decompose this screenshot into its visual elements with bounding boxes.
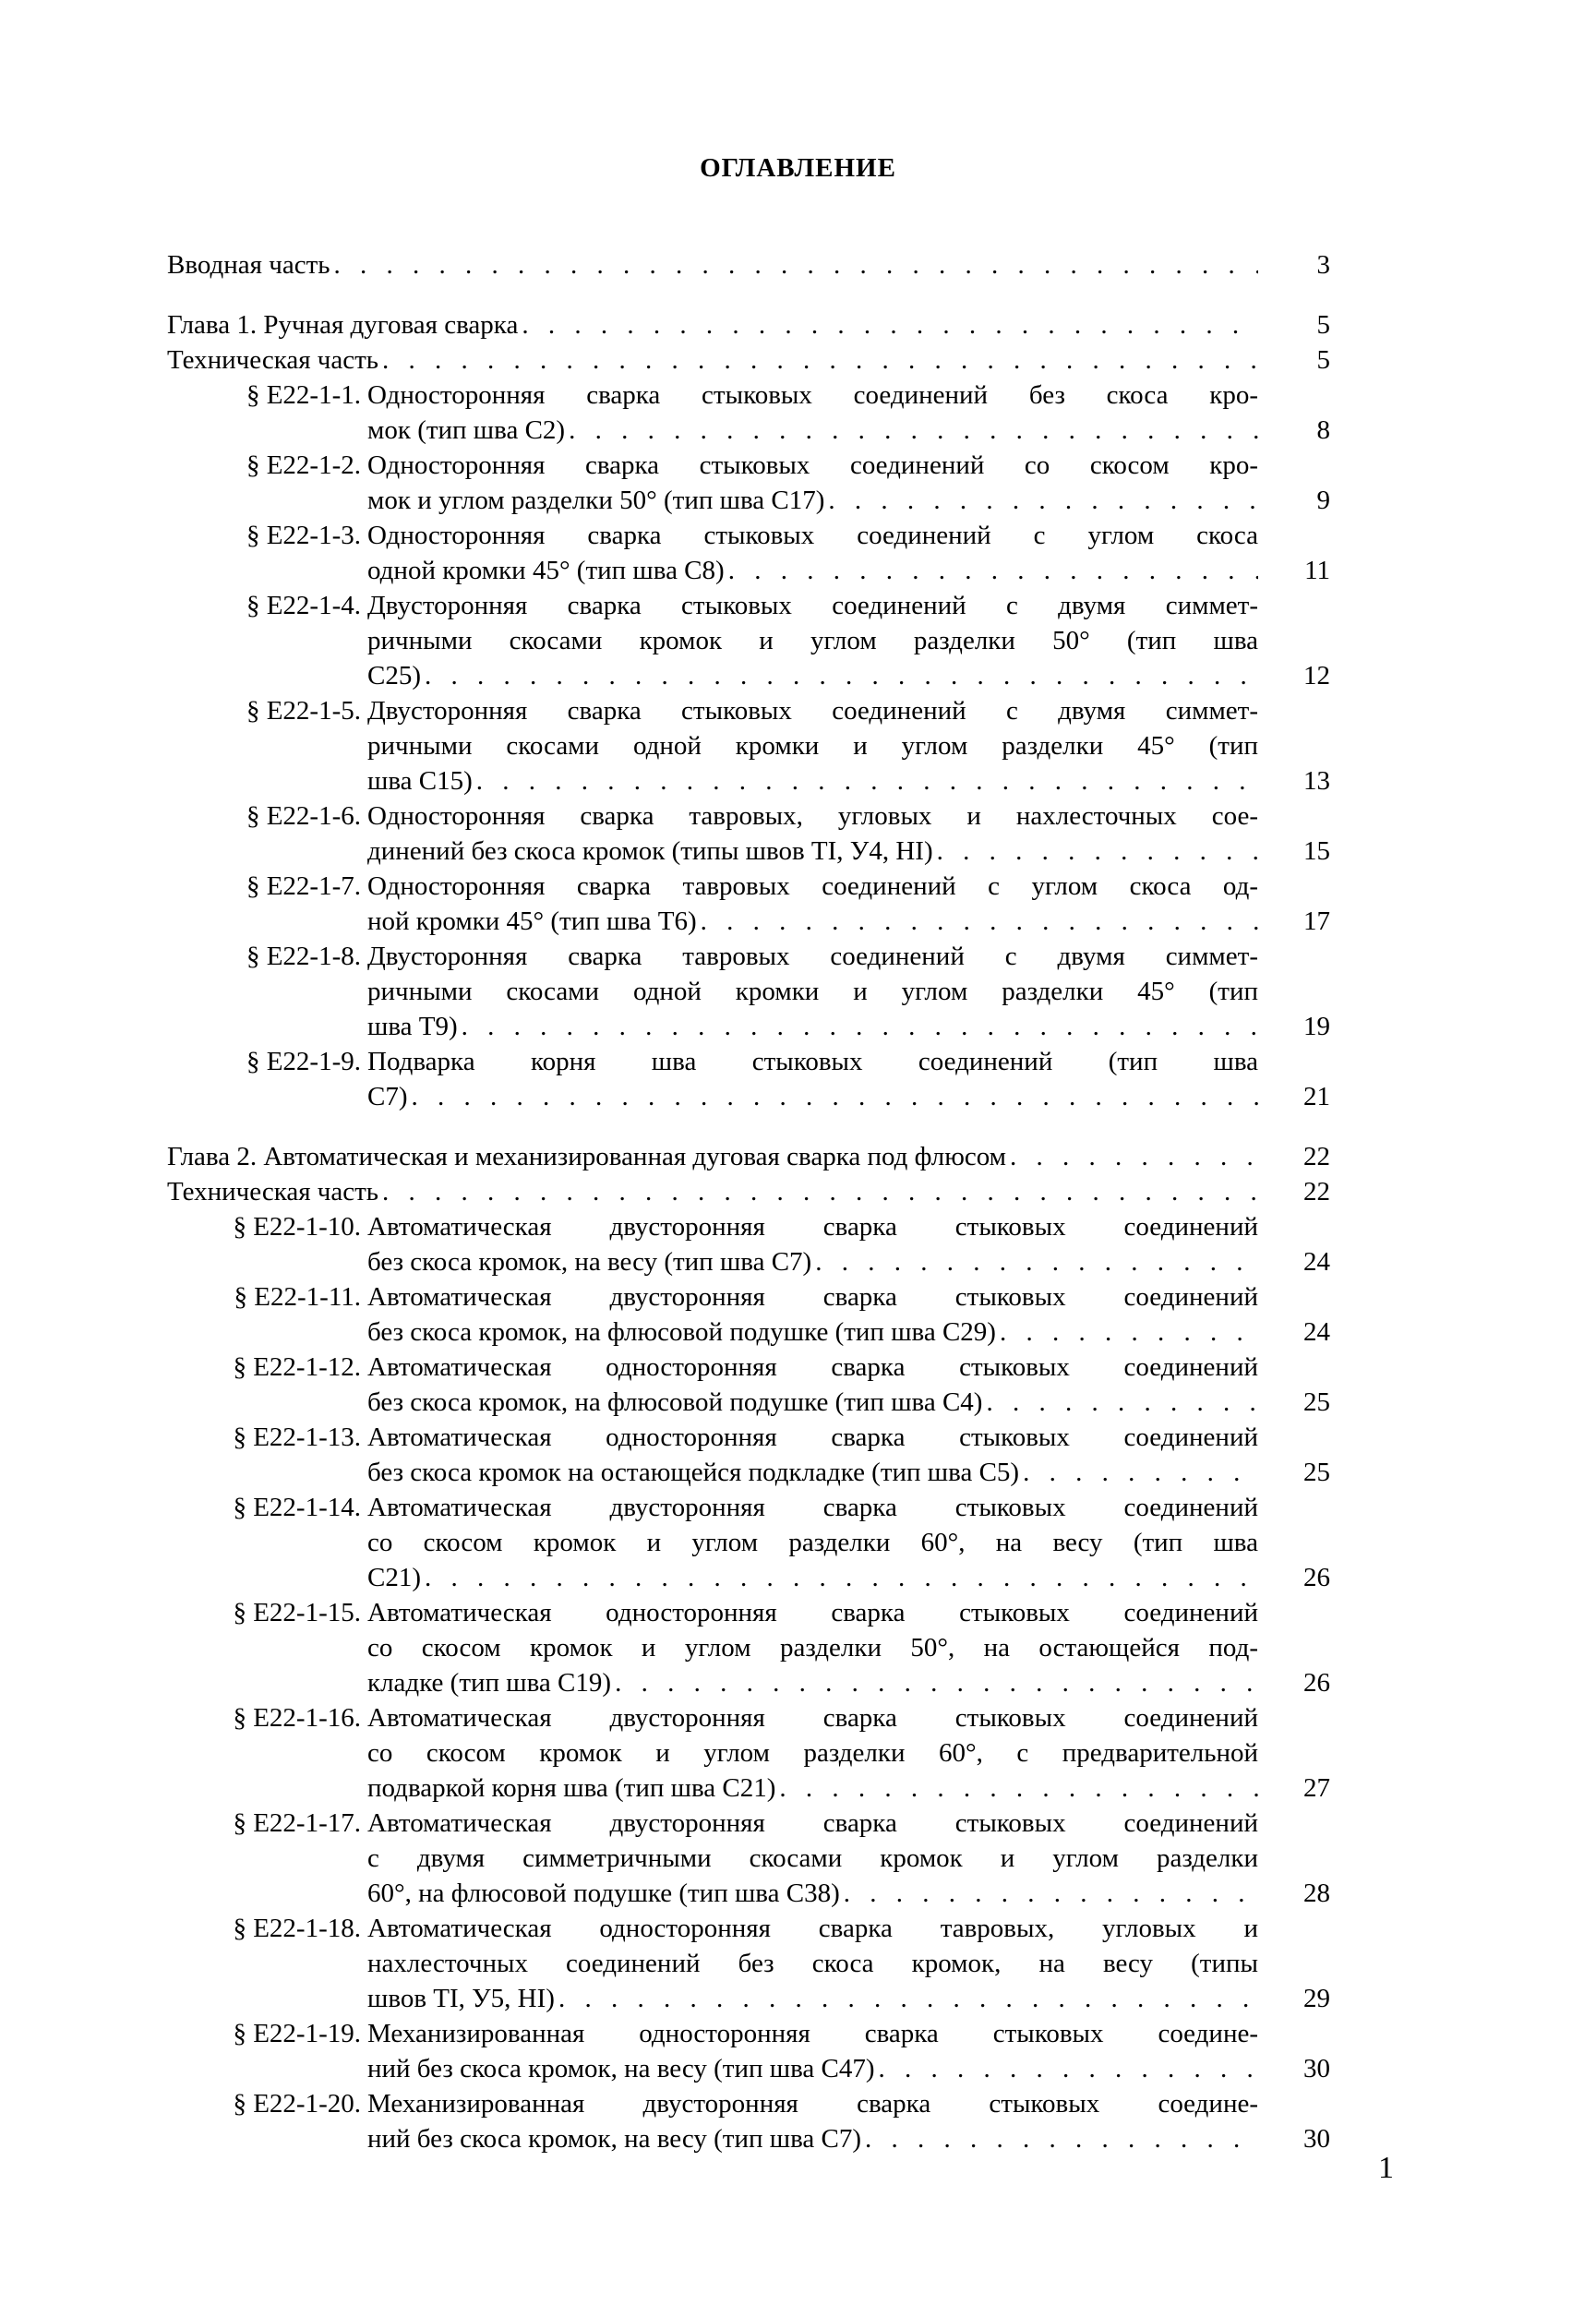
- toc-section-number: § Е22-1-2.: [246, 450, 361, 480]
- dot-leader: [824, 483, 1258, 518]
- toc-section-number: § Е22-1-18.: [233, 1914, 361, 1943]
- toc-section-number: § Е22-1-3.: [246, 521, 361, 550]
- toc-entry-title: Глава 2. Автоматическая и механизированная дуговая сварка под флюсом: [167, 1142, 1007, 1171]
- toc-section-text: [367, 869, 1258, 939]
- dot-leader: [725, 553, 1258, 588]
- toc-line-text: мок (тип шва С2): [367, 415, 566, 445]
- page-title: ОГЛАВЛЕНИЕ: [700, 153, 896, 183]
- dot-leader: [408, 1079, 1259, 1114]
- toc-line-text: одной кромки 45° (тип шва С8): [367, 556, 725, 585]
- toc-line-text: Автоматическая односторонняя сварка стыковых соединений: [367, 1423, 1258, 1452]
- toc-section-line: [367, 518, 1258, 553]
- toc-entry-leader: [367, 1560, 1258, 1595]
- toc-section-entry[interactable]: [167, 1806, 1330, 1911]
- dot-leader: [875, 2051, 1258, 2086]
- toc-entry-leader: [167, 1139, 1258, 1174]
- toc-chapter-entry[interactable]: [167, 1139, 1330, 1174]
- toc-spacer: [167, 282, 1330, 307]
- toc-entry-leader: [367, 904, 1258, 939]
- toc-section-number: § Е22-1-16.: [233, 1703, 361, 1733]
- toc-entry-page: 24: [1303, 1317, 1330, 1347]
- toc-line-text: без скоса кромок, на весу (тип шва С7): [367, 1247, 812, 1277]
- toc-section-line: [367, 483, 1258, 518]
- toc-section-number: § Е22-1-5.: [246, 696, 361, 726]
- toc-section-number: § Е22-1-6.: [246, 801, 361, 831]
- toc-line-text: С21): [367, 1563, 421, 1592]
- toc-line-text: Автоматическая односторонняя сварка стыковых соединений: [367, 1598, 1258, 1627]
- toc-section-line: [367, 1079, 1258, 1114]
- dot-leader: [811, 1244, 1258, 1279]
- toc-section-entry[interactable]: [167, 1350, 1330, 1420]
- toc-line-text: без скоса кромок, на флюсовой подушке (тип шва С4): [367, 1387, 983, 1417]
- dot-leader: [458, 1009, 1258, 1044]
- toc-line-text: с двумя симметричными скосами кромок и углом разделки: [367, 1843, 1258, 1873]
- toc-section-line: [367, 939, 1258, 974]
- toc-entry-leader: [367, 2121, 1258, 2156]
- toc-entry-title: Техническая часть: [167, 1177, 379, 1207]
- toc-section-text: [367, 2086, 1258, 2156]
- toc-entry-leader: [367, 553, 1258, 588]
- toc-line-text: Односторонняя сварка тавровых, угловых и нахлесточных сое-: [367, 801, 1258, 831]
- toc-line-text: Односторонняя сварка тавровых соединений с углом скоса од-: [367, 871, 1258, 901]
- toc-section-number: § Е22-1-4.: [246, 591, 361, 620]
- toc-entry-page: 17: [1303, 906, 1330, 936]
- toc-entry-page: 9: [1316, 486, 1330, 515]
- toc-section-line: [367, 658, 1258, 693]
- toc-section-line: [367, 1279, 1258, 1315]
- toc-section-text: [367, 1700, 1258, 1806]
- dot-leader: [421, 1560, 1258, 1595]
- toc-section-entry[interactable]: [167, 1420, 1330, 1490]
- toc-section-line: [367, 1350, 1258, 1385]
- toc-line-text: Подварка корня шва стыковых соединений (тип шва: [367, 1047, 1258, 1076]
- toc-section-number: § Е22-1-14.: [233, 1493, 361, 1522]
- toc-section-entry[interactable]: [167, 939, 1330, 1044]
- toc-section-text: [367, 1209, 1258, 1279]
- toc-line-text: Двусторонняя сварка тавровых соединений с двумя симмет-: [367, 942, 1258, 971]
- toc-section-text: [367, 798, 1258, 869]
- toc-section-text: [367, 588, 1258, 693]
- toc-chapter-entry[interactable]: [167, 307, 1330, 342]
- toc-section-line: [367, 1911, 1258, 1946]
- toc-section-entry[interactable]: [167, 798, 1330, 869]
- toc-section-entry[interactable]: [167, 448, 1330, 518]
- toc-section-text: [367, 1595, 1258, 1700]
- toc-line-text: Механизированная двусторонняя сварка стыковых соедине-: [367, 2089, 1258, 2119]
- toc-section-number: § Е22-1-11.: [234, 1282, 361, 1312]
- toc-section-text: [367, 693, 1258, 798]
- toc-section-line: [367, 1735, 1258, 1771]
- toc-section-line: [367, 869, 1258, 904]
- toc-section-entry[interactable]: [167, 1279, 1330, 1350]
- toc-entry-page: 15: [1303, 836, 1330, 866]
- toc-line-text: Односторонняя сварка стыковых соединений с углом скоса: [367, 521, 1258, 550]
- toc-entry-leader: [367, 1009, 1258, 1044]
- toc-line-text: шва С15): [367, 766, 473, 796]
- toc-spacer: [167, 1114, 1330, 1139]
- toc-section-line: [367, 1209, 1258, 1244]
- toc-section-number: § Е22-1-8.: [246, 942, 361, 971]
- toc-section-entry[interactable]: [167, 1490, 1330, 1595]
- dot-leader: [611, 1665, 1258, 1700]
- toc-section-line: [367, 763, 1258, 798]
- toc-line-text: Односторонняя сварка стыковых соединений со скосом кро-: [367, 450, 1258, 480]
- toc-section-number: § Е22-1-13.: [233, 1423, 361, 1452]
- toc-entry-page: 12: [1303, 661, 1330, 690]
- toc-section-number: § Е22-1-15.: [233, 1598, 361, 1627]
- toc-line-text: Двусторонняя сварка стыковых соединений с двумя симмет-: [367, 696, 1258, 726]
- toc-entry-leader: [367, 1244, 1258, 1279]
- toc-entry-leader: [367, 763, 1258, 798]
- toc-section-line: [367, 1560, 1258, 1595]
- toc-entry-leader: [367, 1665, 1258, 1700]
- toc-section-line: [367, 834, 1258, 869]
- toc-line-text: Автоматическая односторонняя сварка стыковых соединений: [367, 1352, 1258, 1382]
- toc-entry-leader: [367, 1385, 1258, 1420]
- toc-entry-page: 24: [1303, 1247, 1330, 1277]
- toc-entry-page: 8: [1316, 415, 1330, 445]
- toc-entry-leader: [167, 307, 1258, 342]
- toc-section-line: [367, 1665, 1258, 1700]
- toc-line-text: без скоса кромок, на флюсовой подушке (тип шва С29): [367, 1317, 996, 1347]
- toc-line-text: со скосом кромок и углом разделки 60°, на весу (тип шва: [367, 1528, 1258, 1557]
- toc-line-text: шва Т9): [367, 1012, 458, 1041]
- toc-section-entry[interactable]: [167, 1595, 1330, 1700]
- toc-section-line: [367, 1525, 1258, 1560]
- toc-section-line: [367, 1315, 1258, 1350]
- dot-leader: [982, 1385, 1258, 1420]
- dot-leader: [1006, 1139, 1258, 1174]
- toc-entry-page: 3: [1316, 250, 1330, 280]
- dot-leader: [775, 1771, 1258, 1806]
- toc-section-text: [367, 1420, 1258, 1490]
- toc-section-text: [367, 1490, 1258, 1595]
- toc-line-text: нахлесточных соединений без скоса кромок, на весу (типы: [367, 1949, 1258, 1978]
- dot-leader: [697, 904, 1258, 939]
- toc-section-line: [367, 1420, 1258, 1455]
- toc-section-line: [367, 1244, 1258, 1279]
- toc-section-entry[interactable]: [167, 693, 1330, 798]
- toc-entry-title: Техническая часть: [167, 345, 379, 375]
- toc-section-line: [367, 1981, 1258, 2016]
- page-number: 1: [1378, 2151, 1394, 2185]
- table-of-contents: [167, 247, 1330, 2156]
- toc-section-line: [367, 1385, 1258, 1420]
- dot-leader: [861, 2121, 1258, 2156]
- toc-line-text: ричными скосами одной кромки и углом разделки 45° (тип: [367, 977, 1258, 1006]
- toc-line-text: С7): [367, 1082, 408, 1111]
- dot-leader: [473, 763, 1258, 798]
- toc-line-text: Односторонняя сварка стыковых соединений без скоса кро-: [367, 380, 1258, 410]
- toc-entry-leader: [367, 483, 1258, 518]
- toc-section-line: [367, 378, 1258, 413]
- toc-section-entry[interactable]: [167, 378, 1330, 448]
- toc-section-line: [367, 2086, 1258, 2121]
- toc-section-line: [367, 448, 1258, 483]
- toc-entry-leader: [367, 658, 1258, 693]
- toc-line-text: Автоматическая односторонняя сварка тавровых, угловых и: [367, 1914, 1258, 1943]
- toc-line-text: С25): [367, 661, 421, 690]
- toc-section-line: [367, 693, 1258, 728]
- dot-leader: [378, 342, 1258, 378]
- toc-section-entry[interactable]: [167, 2016, 1330, 2086]
- toc-section-line: [367, 1876, 1258, 1911]
- dot-leader: [933, 834, 1258, 869]
- toc-chapter-entry[interactable]: [167, 247, 1330, 282]
- toc-section-text: [367, 518, 1258, 588]
- toc-line-text: Двусторонняя сварка стыковых соединений с двумя симмет-: [367, 591, 1258, 620]
- toc-line-text: Автоматическая двусторонняя сварка стыковых соединений: [367, 1282, 1258, 1312]
- toc-section-line: [367, 1044, 1258, 1079]
- toc-entry-page: 30: [1303, 2054, 1330, 2083]
- toc-line-text: мок и углом разделки 50° (тип шва С17): [367, 486, 825, 515]
- toc-section-entry[interactable]: [167, 1700, 1330, 1806]
- toc-entry-page: 26: [1303, 1563, 1330, 1592]
- toc-section-number: § Е22-1-7.: [246, 871, 361, 901]
- toc-entry-page: 22: [1303, 1142, 1330, 1171]
- toc-chapter-entry[interactable]: [167, 342, 1330, 378]
- toc-section-line: [367, 904, 1258, 939]
- toc-line-text: ной кромки 45° (тип шва Т6): [367, 906, 697, 936]
- toc-entry-page: 28: [1303, 1879, 1330, 1908]
- toc-section-line: [367, 798, 1258, 834]
- toc-entry-page: 25: [1303, 1387, 1330, 1417]
- toc-section-text: [367, 378, 1258, 448]
- toc-section-number: § Е22-1-9.: [246, 1047, 361, 1076]
- toc-section-text: [367, 1350, 1258, 1420]
- dot-leader: [330, 247, 1258, 282]
- toc-entry-leader: [367, 413, 1258, 448]
- toc-entry-leader: [367, 1771, 1258, 1806]
- toc-section-line: [367, 623, 1258, 658]
- toc-line-text: ричными скосами одной кромки и углом разделки 45° (тип: [367, 731, 1258, 761]
- toc-section-entry[interactable]: [167, 2086, 1330, 2156]
- toc-entry-leader: [367, 1981, 1258, 2016]
- toc-section-text: [367, 1279, 1258, 1350]
- toc-section-text: [367, 448, 1258, 518]
- toc-section-entry[interactable]: [167, 518, 1330, 588]
- toc-section-line: [367, 1490, 1258, 1525]
- toc-line-text: кладке (тип шва С19): [367, 1668, 612, 1698]
- toc-entry-leader: [367, 1315, 1258, 1350]
- toc-section-text: [367, 1806, 1258, 1911]
- toc-entry-page: 5: [1316, 310, 1330, 340]
- toc-section-line: [367, 553, 1258, 588]
- toc-section-text: [367, 2016, 1258, 2086]
- toc-entry-leader: [167, 342, 1258, 378]
- toc-entry-page: 26: [1303, 1668, 1330, 1698]
- toc-entry-page: 19: [1303, 1012, 1330, 1041]
- toc-line-text: 60°, на флюсовой подушке (тип шва С38): [367, 1879, 840, 1908]
- toc-entry-title: Вводная часть: [167, 250, 330, 280]
- toc-section-line: [367, 2016, 1258, 2051]
- toc-entry-page: 5: [1316, 345, 1330, 375]
- toc-section-text: [367, 939, 1258, 1044]
- toc-section-line: [367, 2121, 1258, 2156]
- toc-entry-leader: [367, 1876, 1258, 1911]
- toc-section-line: [367, 974, 1258, 1009]
- toc-section-line: [367, 2051, 1258, 2086]
- toc-chapter-entry[interactable]: [167, 1174, 1330, 1209]
- toc-section-line: [367, 1455, 1258, 1490]
- toc-line-text: Механизированная односторонняя сварка стыковых соедине-: [367, 2019, 1258, 2048]
- dot-leader: [555, 1981, 1258, 2016]
- toc-section-number: § Е22-1-12.: [233, 1352, 361, 1382]
- toc-entry-leader: [367, 1455, 1258, 1490]
- toc-entry-page: 13: [1303, 766, 1330, 796]
- toc-section-entry[interactable]: [167, 869, 1330, 939]
- toc-section-line: [367, 1595, 1258, 1630]
- toc-entry-page: 25: [1303, 1458, 1330, 1487]
- toc-section-entry[interactable]: [167, 1209, 1330, 1279]
- toc-section-line: [367, 1841, 1258, 1876]
- toc-entry-leader: [367, 1079, 1258, 1114]
- toc-entry-leader: [167, 247, 1258, 282]
- dot-leader: [996, 1315, 1258, 1350]
- toc-section-line: [367, 413, 1258, 448]
- toc-line-text: ричными скосами кромок и углом разделки 50° (тип шва: [367, 626, 1258, 655]
- toc-entry-leader: [367, 834, 1258, 869]
- toc-section-line: [367, 1630, 1258, 1665]
- dot-leader: [378, 1174, 1258, 1209]
- toc-entry-page: 22: [1303, 1177, 1330, 1207]
- toc-section-number: § Е22-1-10.: [233, 1212, 361, 1242]
- toc-section-line: [367, 1806, 1258, 1841]
- toc-section-line: [367, 1700, 1258, 1735]
- toc-section-number: § Е22-1-20.: [233, 2089, 361, 2119]
- toc-section-entry[interactable]: [167, 1911, 1330, 2016]
- dot-leader: [840, 1876, 1258, 1911]
- toc-entry-title: Глава 1. Ручная дуговая сварка: [167, 310, 519, 340]
- toc-section-text: [367, 1044, 1258, 1114]
- toc-line-text: Автоматическая двусторонняя сварка стыковых соединений: [367, 1212, 1258, 1242]
- dot-leader: [565, 413, 1258, 448]
- toc-line-text: Автоматическая двусторонняя сварка стыковых соединений: [367, 1703, 1258, 1733]
- toc-entry-leader: [167, 1174, 1258, 1209]
- toc-entry-page: 29: [1303, 1984, 1330, 2013]
- toc-line-text: ний без скоса кромок, на весу (тип шва С47): [367, 2054, 875, 2083]
- toc-entry-page: 11: [1304, 556, 1330, 585]
- toc-line-text: со скосом кромок и углом разделки 60°, с предварительной: [367, 1738, 1258, 1768]
- toc-section-line: [367, 1009, 1258, 1044]
- toc-section-text: [367, 1911, 1258, 2016]
- toc-line-text: без скоса кромок на остающейся подкладке (тип шва С5): [367, 1458, 1020, 1487]
- toc-line-text: подваркой корня шва (тип шва С21): [367, 1773, 776, 1803]
- toc-entry-page: 27: [1303, 1773, 1330, 1803]
- toc-section-entry[interactable]: [167, 1044, 1330, 1114]
- dot-leader: [518, 307, 1258, 342]
- toc-line-text: динений без скоса кромок (типы швов ТI, У4, НI): [367, 836, 933, 866]
- dot-leader: [421, 658, 1258, 693]
- toc-line-text: Автоматическая двусторонняя сварка стыковых соединений: [367, 1493, 1258, 1522]
- toc-section-entry[interactable]: [167, 588, 1330, 693]
- toc-section-number: § Е22-1-17.: [233, 1808, 361, 1838]
- toc-entry-page: 30: [1303, 2124, 1330, 2154]
- toc-line-text: Автоматическая двусторонняя сварка стыковых соединений: [367, 1808, 1258, 1838]
- toc-section-line: [367, 588, 1258, 623]
- toc-entry-page: 21: [1303, 1082, 1330, 1111]
- toc-section-line: [367, 728, 1258, 763]
- toc-line-text: швов ТI, У5, НI): [367, 1984, 555, 2013]
- toc-entry-leader: [367, 2051, 1258, 2086]
- toc-line-text: ний без скоса кромок, на весу (тип шва С7): [367, 2124, 862, 2154]
- toc-section-number: § Е22-1-19.: [233, 2019, 361, 2048]
- toc-line-text: со скосом кромок и углом разделки 50°, на остающейся под-: [367, 1633, 1258, 1663]
- toc-section-line: [367, 1946, 1258, 1981]
- toc-section-line: [367, 1771, 1258, 1806]
- dot-leader: [1019, 1455, 1258, 1490]
- toc-section-number: § Е22-1-1.: [246, 380, 361, 410]
